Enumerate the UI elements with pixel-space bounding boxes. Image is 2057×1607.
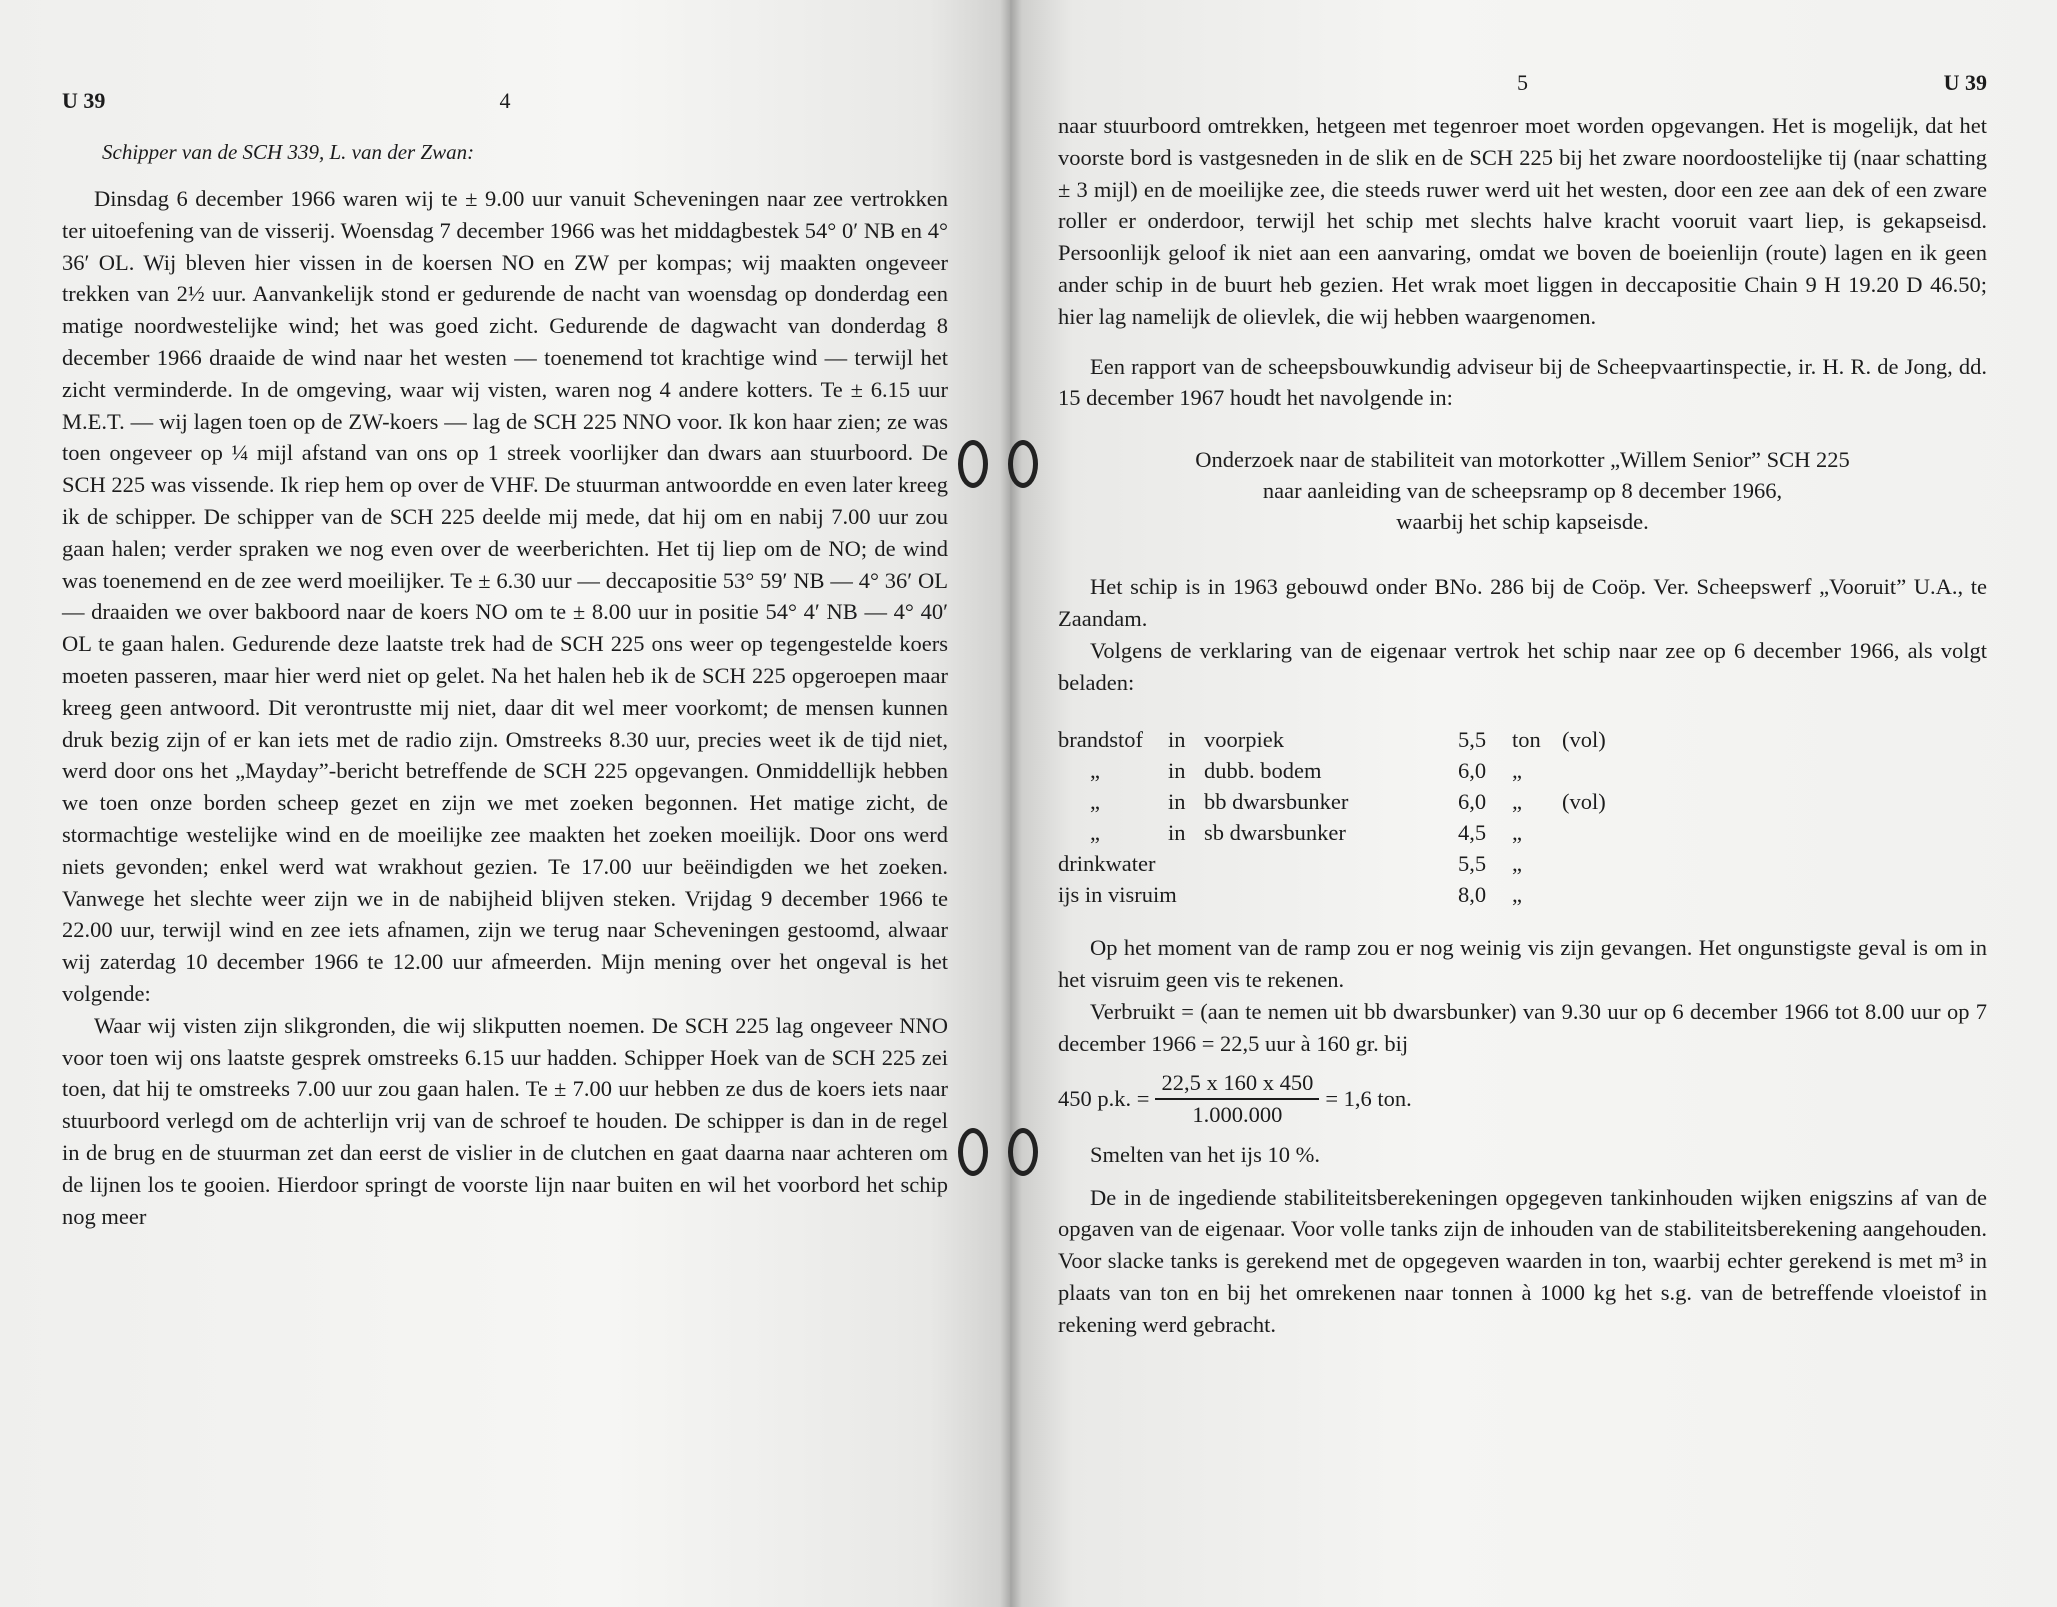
formula-denominator: 1.000.000 (1192, 1101, 1283, 1127)
cargo-location: dubb. bodem (1204, 758, 1322, 784)
cargo-value: 6,0 (1458, 789, 1487, 815)
cargo-unit: „ (1512, 851, 1522, 877)
report-title-line: waarbij het schip kapseisde. (1396, 509, 1649, 535)
formula-prefix: 450 p.k. = (1058, 1085, 1150, 1111)
cargo-row (1058, 879, 1987, 910)
cargo-value: 5,5 (1458, 851, 1487, 877)
formula-numerator: 22,5 x 160 x 450 (1155, 1070, 1319, 1100)
left-page (0, 0, 1010, 1607)
cargo-item: ijs in visruim (1058, 882, 1177, 908)
paragraph: Het schip is in 1963 gebouwd onder BNo. 286 bij de Coöp. Ver. Scheepswerf „Vooruit” U.A., te Zaandam. (1058, 574, 1987, 631)
cargo-unit: ton (1512, 727, 1541, 753)
left-page-header (62, 88, 948, 128)
report-title (1058, 444, 1987, 537)
paragraph: Dinsdag 6 december 1966 waren wij te ± 9.00 uur vanuit Scheveningen naar zee vertrokken ter uitoefening van de visserij. Woensdag 7 december 1966 was het middagbestek 54° 0′ NB en 4° 36′ OL. Wij bleven hier vissen in de koersen NO en ZW per kompas; wij maakten ongeveer trekken van 2½ uur. Aanvankelijk stond er gedurende de nacht van woensdag op donderdag een matige noordwestelijke wind; het was goed zicht. Gedurende de dagwacht van donderdag 8 december 1966 draaide de wind naar het westen — toenemend tot krachtige wind — terwijl het zicht verminderde. In de omgeving, waar wij visten, waren nog 4 andere kotters. Te ± 6.15 uur M.E.T. — wij lagen toen op de ZW-koers — lag de SCH 225 NNO voor. Ik kon haar zien; ze was toen ongeveer op ¼ mijl afstand van ons op 1 streek voorlijker dan dwars aan stuurboord. De SCH 225 was vissende. Ik riep hem op over de VHF. De stuurman antwoordde en even later kreeg ik de schipper. De schipper van de SCH 225 deelde mij mede, dat hij om en nabij 7.00 uur zou gaan halen; verder spraken we nog even over de weerberichten. Het tij liep om de NO; de wind was toenemend en de zee werd moeilijker. Te ± 6.30 uur — deccapositie 53° 59′ NB — 4° 36′ OL — draaiden we over bakboord naar de koers NO om te ± 8.00 uur in positie 54° 4′ NB — 4° 40′ OL te gaan halen. Gedurende deze laatste trek had de SCH 225 ons weer op tegengestelde koers moeten passeren, maar hier werd niet op gelet. Na het halen heb ik de SCH 225 opgeroepen maar kreeg geen antwoord. Dit verontrustte mij niet, daar dit wel meer voorkomt; de mensen kunnen druk bezig zijn of er kan iets met de radio zijn. Omstreeks 8.30 uur, precies weet ik de tijd niet, werd door ons het „Mayday”-bericht betreffende de SCH 225 opgevangen. Onmiddellijk hebben we toen onze borden scheep gezet en zijn we met zoeken begonnen. Het matige zicht, de stormachtige westelijke wind en de moeilijke zee maakten het zoeken moeilijk. Door ons werd niets gevonden; enkel werd wat wrakhout gezien. Te 17.00 uur beëindigden we het zoeken. Vanwege het slechte weer zijn we in de nabijheid blijven steken. Vrijdag 9 december 1966 te 22.00 uur, terwijl wind en zee iets afnamen, zijn we terug naar Scheveningen gestoomd, alwaar wij zaterdag 10 december 1966 te 12.00 uur afmeerden. Mijn mening over het ongeval is het volgende: (62, 186, 948, 1006)
document-code: U 39 (62, 88, 106, 113)
cargo-item: drinkwater (1058, 851, 1156, 877)
cargo-unit: „ (1512, 820, 1522, 846)
report-title-line: naar aanleiding van de scheepsramp op 8 december 1966, (1262, 478, 1783, 504)
cargo-location: voorpiek (1204, 727, 1284, 753)
cargo-item: brandstof (1058, 727, 1143, 753)
paragraph: Waar wij visten zijn slikgronden, die wij slikputten noemen. De SCH 225 lag ongeveer NNO voor toen wij ons laatste gesprek omstreeks 6.15 uur hadden. Schipper Hoek van de SCH 225 zei toen, dat hij te omstreeks 7.00 uur zou gaan halen. Te ± 7.00 uur hebben ze dus de koers iets naar stuurboord verlegd om de achterlijn vrij van de schroef te houden. De schipper is dan in de regel in de brug en de stuurman zet dan eerst de vislier in de clutchen en gaat daarna naar achteren om de lijnen los te gooien. Hierdoor springt de voorste lijn naar buiten en wil het voorbord het schip nog meer (62, 1012, 948, 1229)
byline: Schipper van de SCH 339, L. van der Zwan: (102, 140, 475, 164)
book-gutter (1000, 0, 1022, 1607)
cargo-unit: „ (1512, 758, 1522, 784)
cargo-value: 6,0 (1458, 758, 1487, 784)
document-code: U 39 (1943, 70, 1987, 95)
right-page-header (1058, 70, 1987, 110)
paragraph: Verbruikt = (aan te nemen uit bb dwarsbunker) van 9.30 uur op 6 december 1966 tot 8.00 uur op 7 december 1966 = 22,5 uur à 160 gr. bij (1058, 998, 1987, 1056)
cargo-note (1562, 817, 1642, 848)
cargo-unit: „ (1512, 882, 1522, 908)
cargo-note (1562, 879, 1642, 910)
cargo-item: „ (1090, 789, 1100, 815)
cargo-row (1058, 786, 1987, 817)
page-number: 4 (499, 88, 511, 113)
cargo-value: 4,5 (1458, 820, 1487, 846)
cargo-note (1562, 755, 1642, 786)
cargo-note (1562, 848, 1642, 879)
cargo-item: „ (1090, 758, 1100, 784)
cargo-item: „ (1090, 820, 1100, 846)
cargo-prep: in (1168, 789, 1186, 815)
cargo-value: 8,0 (1458, 882, 1487, 908)
cargo-prep: in (1168, 727, 1186, 753)
right-page (1010, 0, 2057, 1607)
formula-result: = 1,6 ton. (1325, 1085, 1412, 1111)
paragraph: Een rapport van de scheepsbouwkundig adviseur bij de Scheepvaartinspectie, ir. H. R. de Jong, dd. 15 december 1967 houdt het navolgende in: (1058, 353, 1987, 411)
cargo-note: (vol) (1562, 789, 1606, 815)
cargo-row (1058, 724, 1987, 755)
cargo-row (1058, 848, 1987, 879)
cargo-note: (vol) (1562, 727, 1606, 753)
cargo-prep: in (1168, 758, 1186, 784)
page-number: 5 (1517, 70, 1528, 95)
cargo-row (1058, 755, 1987, 786)
cargo-location: bb dwarsbunker (1204, 789, 1349, 815)
paragraph: naar stuurboord omtrekken, hetgeen met tegenroer moet worden opgevangen. Het is mogelijk, dat het voorste bord is vastgesneden in de slik en de SCH 225 bij het zware noordoostelijke tij (naar schatting ± 3 mijl) en de moeilijke zee, die steeds ruwer werd uit het westen, door een zee aan dek of een zware roller er onderdoor, terwijl het schip met slechts halve kracht vooruit vaart liep, is gekapseisd. Persoonlijk geloof ik niet aan een aanvaring, omdat we boven de boeienlijn (route) lagen en ik geen ander schip in de buurt heb gezien. Het wrak moet liggen in deccapositie Chain 9 H 19.20 D 46.50; hier lag namelijk de olievlek, die wij hebben waargenomen. (1058, 113, 1987, 329)
cargo-table (1058, 724, 1987, 910)
punch-hole (958, 1128, 988, 1176)
cargo-prep: in (1168, 820, 1186, 846)
cargo-unit: „ (1512, 789, 1522, 815)
punch-hole (1008, 1128, 1038, 1176)
left-page-body (62, 183, 948, 1232)
paragraph: De in de ingediende stabiliteitsberekeningen opgegeven tankinhouden wijken enigszins af van de opgaven van de eigenaar. Voor volle tanks zijn de inhouden van de stabiliteitsberekening aangehouden. Voor slacke tanks is gerekend met de opgegeven waarden in ton, waarbij echter gerekend is met m³ in plaats van ton en bij het omrekenen naar tonnen à 1000 kg het s.g. van de betreffende vloeistof in rekening werd gebracht. (1058, 1184, 1987, 1337)
paragraph: Op het moment van de ramp zou er nog weinig vis zijn gevangen. Het ongunstigste geval is om in het visruim geen vis te rekenen. (1058, 935, 1987, 993)
ice-melt-note: Smelten van het ijs 10 %. (1090, 1141, 1320, 1167)
right-page-body (1058, 110, 1987, 1341)
cargo-location: sb dwarsbunker (1204, 820, 1346, 846)
paragraph: Volgens de verklaring van de eigenaar vertrok het schip naar zee op 6 december 1966, als volgt beladen: (1058, 637, 1987, 695)
punch-hole (958, 440, 988, 488)
punch-hole (1008, 440, 1038, 488)
fuel-formula (1058, 1070, 1987, 1128)
report-title-line: Onderzoek naar de stabiliteit van motorkotter „Willem Senior” SCH 225 (1195, 447, 1850, 473)
cargo-value: 5,5 (1458, 727, 1487, 753)
formula-fraction (1155, 1070, 1319, 1128)
cargo-row (1058, 817, 1987, 848)
